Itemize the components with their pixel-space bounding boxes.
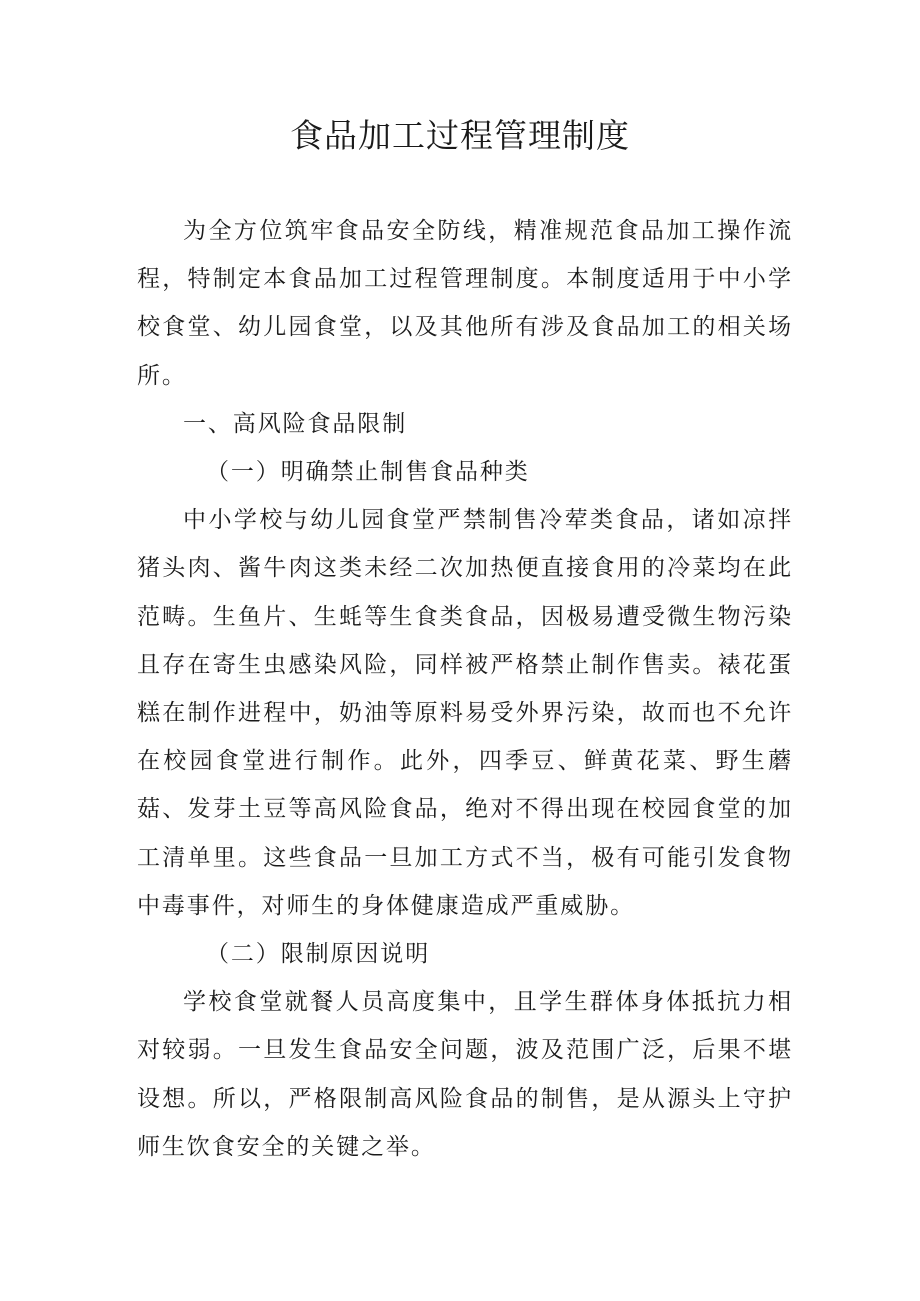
document-title: 食品加工过程管理制度 — [290, 116, 630, 155]
document-body — [137, 207, 793, 1171]
section-heading: 一、高风险食品限制 — [183, 410, 408, 437]
subsection-heading: （一）明确禁止制售食品种类 — [206, 459, 530, 486]
subsection-paragraph: 中小学校与幼儿园食堂严禁制售冷荤类食品，诸如凉拌猪头肉、酱牛肉这类未经二次加热便直接食用的冷菜均在此范畴。生鱼片、生蚝等生食类食品，因极易遭受微生物污染且存在寄生虫感染风险，同样被严格禁止制作售卖。裱花蛋糕在制作进程中，奶油等原料易受外界污染，故而也不允许在校园食堂进行制作。此外，四季豆、鲜黄花菜、野生蘑菇、发芽土豆等高风险食品，绝对不得出现在校园食堂的加工清单里。这些食品一旦加工方式不当，极有可能引发食物中毒事件，对师生的身体健康造成严重威胁。 — [137, 507, 793, 919]
subsection-paragraph: 学校食堂就餐人员高度集中，且学生群体身体抵抗力相对较弱。一旦发生食品安全问题，波及范围广泛，后果不堪设想。所以，严格限制高风险食品的制售，是从源头上守护师生饮食安全的关键之举。 — [137, 989, 793, 1160]
subsection-heading: （二）限制原因说明 — [206, 941, 431, 968]
intro-paragraph: 为全方位筑牢食品安全防线，精准规范食品加工操作流程，特制定本食品加工过程管理制度。本制度适用于中小学校食堂、幼儿园食堂，以及其他所有涉及食品加工的相关场所。 — [137, 218, 793, 389]
